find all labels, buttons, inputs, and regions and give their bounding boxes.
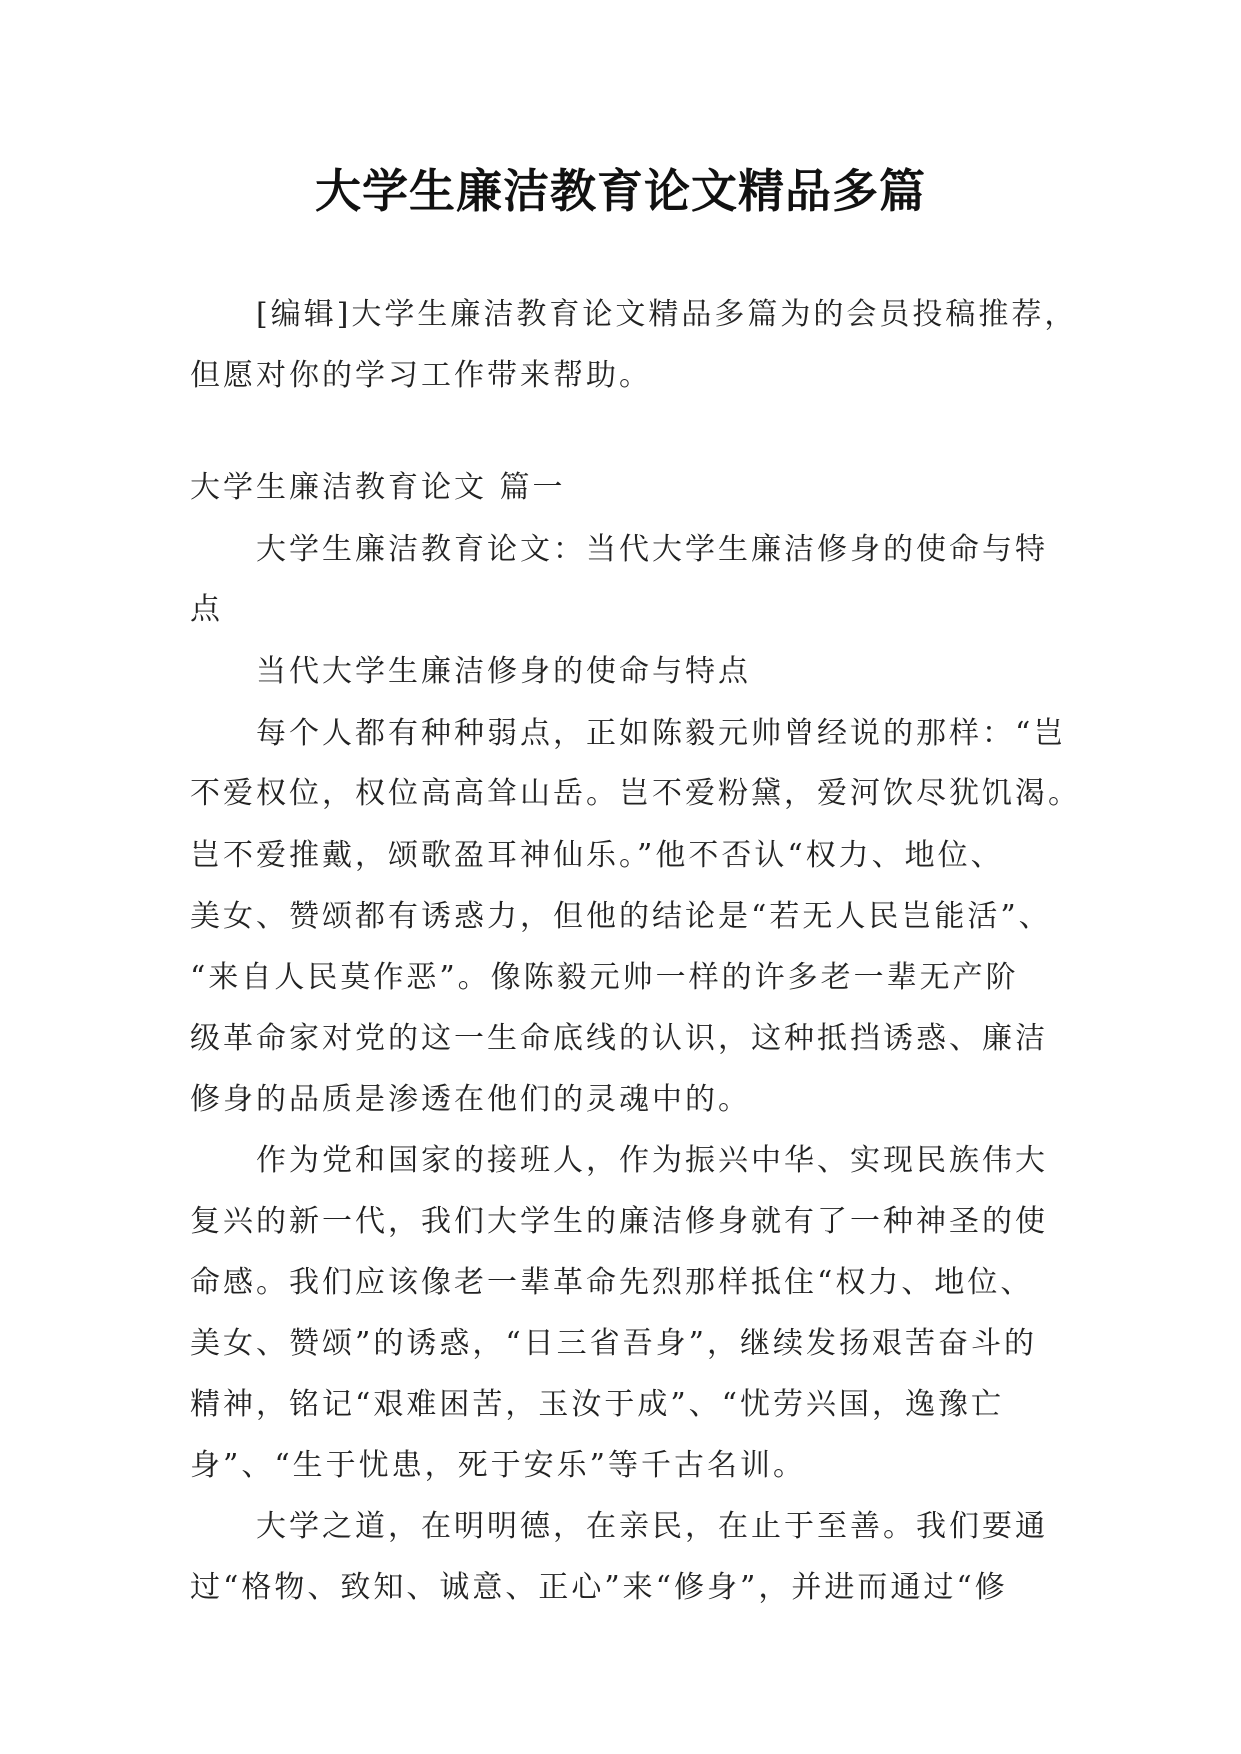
paragraph-line: 不爱权位，权位高高耸山岳。岂不爱粉黛，爱河饮尽犹饥渴。 <box>190 776 1081 811</box>
paragraph-line: 过“格物、致知、诚意、正心”来“修身”，并进而通过“修 <box>190 1570 1008 1605</box>
paragraph-line: 修身的品质是渗透在他们的灵魂中的。 <box>190 1082 751 1117</box>
paragraph-line: 岂不爱推戴，颂歌盈耳神仙乐。”他不否认“权力、地位、 <box>190 838 1004 873</box>
intro-line-2: 但愿对你的学习工作带来帮助。 <box>190 358 652 393</box>
paragraph-line: 级革命家对党的这一生命底线的认识，这种抵挡诱惑、廉洁 <box>190 1021 1048 1056</box>
paragraph-line: 命感。我们应该像老一辈革命先烈那样抵住“权力、地位、 <box>190 1265 1034 1300</box>
paragraph-line: 复兴的新一代，我们大学生的廉洁修身就有了一种神圣的使 <box>190 1204 1048 1239</box>
paragraph-line: 美女、赞颂都有诱惑力，但他的结论是“若无人民岂能活”、 <box>190 899 1052 934</box>
paragraph-line: 精神，铭记“艰难困苦，玉汝于成”、“忧劳兴国，逸豫亡 <box>190 1387 1005 1422</box>
paragraph-line: 作为党和国家的接班人，作为振兴中华、实现民族伟大 <box>256 1143 1048 1178</box>
paragraph-line: 每个人都有种种弱点，正如陈毅元帅曾经说的那样：“岂 <box>256 716 1067 751</box>
intro-line-1: [编辑]大学生廉洁教育论文精品多篇为的会员投稿推荐， <box>256 297 1078 332</box>
paragraph-line: 美女、赞颂”的诱惑，“日三省吾身”，继续发扬艰苦奋斗的 <box>190 1326 1038 1361</box>
paragraph-line: “来自人民莫作恶”。像陈毅元帅一样的许多老一辈无产阶 <box>190 960 1019 995</box>
section-heading: 大学生廉洁教育论文 篇一 <box>190 470 566 505</box>
document-title: 大学生廉洁教育论文精品多篇 <box>315 164 926 218</box>
paragraph-line: 身”、“生于忧患，死于安乐”等千古名训。 <box>190 1448 807 1483</box>
paragraph-line: 大学之道，在明明德，在亲民，在止于至善。我们要通 <box>256 1509 1048 1544</box>
paragraph-line: 大学生廉洁教育论文：当代大学生廉洁修身的使命与特 <box>256 532 1048 567</box>
subtitle-line: 当代大学生廉洁修身的使命与特点 <box>256 654 751 689</box>
paragraph-line: 点 <box>190 592 223 627</box>
